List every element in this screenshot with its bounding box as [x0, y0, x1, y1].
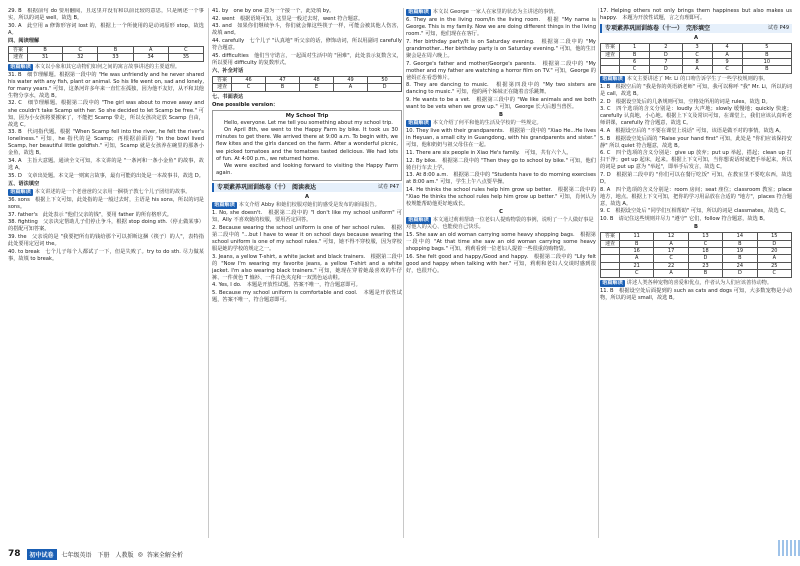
essay-paragraph: We were excited and looking forward to visiting the Happy Farm again.	[216, 163, 398, 177]
answer-item: 15. She saw an old woman carrying some heavy shopping bags. 根据第一段中的 "At that time she saw an old woman carrying some heavy shopping bags." 可知，莉莉看到一位老妇人提着一些很重的购物袋。	[406, 232, 596, 253]
answer-cell: C	[63, 46, 98, 53]
note-badge: 语篇解读	[408, 9, 429, 15]
answer-item: 13. At 8:00 a.m. 根据第二段中的 "Students have to do morning exercises at 8:00 am." 可知，学生上午八点要早操。	[406, 172, 596, 186]
answer-item: 16. She felt good and happy./Good and happy. 根据第二段中的 "Lily felt good and happy when talking with her." 可知，莉莉和老妇人交谈时感到很好，也很开心。	[406, 253, 596, 274]
answer-cell: 9	[712, 59, 742, 66]
answer-cell: A	[133, 46, 168, 53]
section-heading: 七、书面表达	[212, 93, 244, 100]
answer-cell: C	[688, 240, 722, 247]
answer-cell: 25	[757, 262, 791, 269]
answer-cell: B	[28, 46, 63, 53]
answer-cell: 22	[654, 262, 688, 269]
answer-cell: B	[723, 255, 757, 262]
answer-item: 2. D 根据设空处后的几条规则可知，空格处所用的词是 rules，故选 D。	[600, 98, 771, 105]
answer-item: 43. and 如果你们继续争斗，你们就会像这些筷子一样，可能会被其他人伤害，故填 and。	[212, 23, 402, 37]
answer-item: 38. fighting 父亲决定帮助儿子们停止争斗，根据 stop doing sth.（停止做某事）的搭配可知答案。	[8, 219, 204, 233]
answer-cell: 31	[28, 54, 63, 61]
passage-note	[406, 217, 596, 231]
answer-cell: D	[757, 240, 791, 247]
book-info: 七年级英语 下册 人教版	[61, 551, 134, 559]
answer-cell: A	[334, 84, 368, 91]
answer-cell: 33	[98, 54, 133, 61]
essay-title: My School Trip	[285, 112, 329, 119]
answer-cell: 24	[723, 262, 757, 269]
answer-cell: A	[682, 66, 712, 73]
series-logo: 初中试卷	[27, 549, 57, 560]
passage-note	[600, 280, 792, 287]
answer-item: 5. B 根据设空处后面的 "Raise your hand first" 可知，此处是 "你们应该保持安静" 所以 quiet 符合题意，故选 B。	[600, 135, 792, 149]
answer-cell: 16	[620, 247, 654, 254]
answer-cell: 49	[334, 76, 368, 83]
answer-cell: 答案	[601, 233, 620, 240]
answer-item: 17. Helping others not only brings them happiness but also makes us happy. 本题为开放性试题，言之有理即可。	[600, 8, 792, 22]
answer-cell: A	[654, 240, 688, 247]
note-text: 本文以小象和其它动物们如何之间的寓言故事讲述的主要道理。	[34, 63, 181, 70]
note-badge: 语篇解读	[10, 188, 31, 195]
answer-cell: B	[620, 51, 650, 58]
answer-cell: 14	[723, 233, 757, 240]
answer-item: 31. B 细节理解题。根据第一段中的 "He was unfriendly and he never shared his water with any fish, plant or animal. So his life went on, sad and lonely, for many years." 可知，这条河许多年来一直忙在孤独，因为他不友好，从不和其他生物分享水，故选 B。	[8, 71, 204, 99]
answer-cell: 50	[368, 76, 402, 83]
answer-cell: D	[650, 66, 682, 73]
answer-cell: C	[620, 270, 654, 277]
answer-cell: 3	[682, 44, 712, 51]
answer-item: 32. C 细节理解题。根据第二段中的 "The girl was about to move away and she couldn't take Scamp with her. So she decided to let Scamp be free." 可知，因为小女孩将要搬家了，不能把 Scamp 带走，所以女孩决定放 Scamp 自由，故选 C。	[8, 100, 204, 128]
answer-item: 14. He thinks the school rules help him grow up better. 根据第二段中的 "Xiao He thinks the school rules help him grow up better." 可知，肖何认为校规能帮助他更好地成长。	[406, 186, 596, 207]
answer-cell: 32	[63, 54, 98, 61]
answer-cell: 速查	[601, 240, 620, 247]
passage-note	[8, 64, 204, 71]
answer-cell	[601, 255, 620, 262]
answer-cell: B	[98, 46, 133, 53]
note-text: 本文以 George 一家人在家里的状态为主讲述的事情。	[432, 9, 559, 15]
column-1	[8, 8, 204, 538]
answer-item: 10. B 请记住这些规则并尽力 "遵守" 它们，follow 符合题意，故选 B。	[600, 216, 769, 223]
answer-cell: 2	[650, 44, 682, 51]
answer-cell: E	[300, 84, 334, 91]
answer-cell: B	[266, 84, 300, 91]
answer-cell: 47	[266, 76, 300, 83]
answer-cell: A	[712, 51, 742, 58]
answer-cell: 20	[757, 247, 791, 254]
answer-cell: 34	[133, 54, 168, 61]
answer-cell: 15	[757, 233, 791, 240]
answer-cell: C	[654, 255, 688, 262]
note-text: 讲述人类各种宠物的喜爱和优点，作者认为人们应该善待动物。	[626, 279, 773, 286]
answer-cell: 10	[742, 59, 791, 66]
answer-cell: D	[723, 270, 757, 277]
note-badge: 语篇解读	[408, 120, 429, 127]
passage-note	[8, 189, 204, 196]
essay-paragraph: On April 8th, we went to the Happy Farm by bike. It took us 30 minutes to get there. We arrived there at 9:00 a.m. To begin with, we flew kites and the girls danced on the farm. After a wonderful picnic, we picked tomatoes and the tomatoes tasted delicious. We had lots of fun. At 4:00 p.m., we returned home.	[216, 127, 398, 162]
answer-cell	[601, 59, 620, 66]
answer-item: 44. carefully 七个儿子 "认真地" 听父亲的话，修饰动词，所以用副词 carefully 符合题意。	[212, 37, 402, 52]
answer-cell: 8	[682, 59, 712, 66]
answer-cell: D	[368, 84, 402, 91]
answer-item: 12. By bike. 根据第二段中的 "Then they go to school by bike." 可知，他们骑自行车去上学。	[406, 157, 596, 171]
section-heading: 六、补全对话	[212, 67, 244, 74]
answer-table	[600, 232, 792, 277]
passage-label: A	[304, 193, 309, 200]
section-ref: 试卷 P47	[378, 183, 399, 190]
answer-cell: C	[620, 66, 650, 73]
answer-table	[8, 46, 204, 62]
answer-cell: 48	[300, 76, 334, 83]
answer-item: 8. A 四个选项的含义分别是：room 房间；seat 座位；classroom 教室；place 地方，地点。根据上下文可知，把你的学习用品放在合适的 "地方"，places 符合题意，故选 A。	[600, 186, 792, 207]
answer-cell: C	[757, 270, 791, 277]
section-heading: 五、语法填空	[8, 180, 40, 187]
answer-cell: A	[654, 270, 688, 277]
section-heading: One possible version：	[212, 101, 279, 108]
section-title: 专项素养巩固训练卷（十一） 完形填空	[605, 25, 711, 33]
answer-cell: C	[682, 51, 712, 58]
answer-item: 8. They are dancing to music. 根据第四段中的 "My two sisters are dancing to music." 可知，他的两个姊妹正在随着音乐跳舞。	[406, 82, 596, 96]
answer-cell: B	[723, 240, 757, 247]
answer-item: 2. Because wearing the school uniform is one of her school rules. 根据第二段中的 "...but I have to wear it on school days because wearing the school uniform is one of my school rules." 可知，她不得不穿校服，因为穿校服是她的学校的规定之一。	[212, 224, 402, 252]
answer-item: 42. went 根据语境可知，这里是一般过去时，went 符合题意。	[212, 15, 364, 22]
answer-item: 4. A 根据设空后的 "不要在课堂上说话" 可知，该语是做不对的事情，故选 A。	[600, 127, 785, 134]
answer-item: 40. to break 七个儿子每个人都试了一下，但是失败了。try to do sth. 尽力做某事，故填 to break。	[8, 248, 204, 262]
answer-cell: C	[168, 46, 203, 53]
answer-cell: 答案	[213, 76, 232, 83]
passage-label: B	[499, 112, 503, 119]
answer-item: 6. They are in the living room/In the living room. 根据 "My name is George. This is my family. Now we are doing different things in the living room." 可知，他们现在在客厅。	[406, 17, 596, 38]
answer-cell: 18	[688, 247, 722, 254]
answer-cell: 23	[688, 262, 722, 269]
note-badge: 语篇解读	[602, 279, 623, 286]
answer-item: 33. B 代词指代题。根据 "When Scamp fell into the river, he felt the river's loneliness." 可知，he 指代的是 Scamp；再根据前面的 "In the bowl lived Scamp, her beautiful little goldfish." 可知，Scamp 就是女孩养在碗里的那条小金鱼，故选 B。	[8, 129, 204, 157]
section-title-bar	[600, 24, 792, 33]
answer-cell: A	[757, 255, 791, 262]
column-2	[212, 8, 402, 538]
answer-item: 9. C 根据设空处后 "同学们互相帮助" 可知，所以的词是 classmates，故选 C。	[600, 208, 790, 215]
passage-label: C	[499, 209, 503, 216]
answer-cell: 5	[742, 44, 791, 51]
answer-cell: 11	[620, 233, 654, 240]
answer-cell: B	[742, 51, 791, 58]
sample-essay	[212, 110, 402, 181]
answer-cell: D	[688, 255, 722, 262]
answer-cell: 12	[654, 233, 688, 240]
section-heading: 四、阅读理解	[8, 37, 40, 44]
note-text: 本文通过莉莉帮助一位老妇人提购物袋的事例，说明了一个人做好事是对他人的关心、也能使自己快乐。	[406, 217, 594, 231]
note-badge: 语篇解读	[408, 217, 429, 224]
answer-cell: 答案	[9, 46, 28, 53]
answer-cell: 17	[654, 247, 688, 254]
note-badge: 语篇解读	[10, 63, 31, 70]
answer-item: 41. by one by one 意为一个接一个，此处填 by。	[212, 8, 335, 14]
answer-item: 36. sons 根据上下文可知，此处指的是一般过去时，主语是 his sons，所以的词是 sons。	[8, 196, 204, 210]
answer-item: 6. C 四个选项的含义分别是：give up 放弃；put up 举起，搭起；clean up 打扫干净；get up 起床，起来。根据上下文可知，当你想说话时就把手举起来，所以的词是 put up 意为 "举起"，即举手后发言，故选 C。	[600, 150, 792, 171]
passage-note	[212, 202, 402, 209]
answer-cell: A	[620, 255, 654, 262]
answer-item: 9. He wants to be a vet. 根据第三段中的 "We like animals and we both want to be vets when we grow up." 可知，George 长大后想当兽医。	[406, 96, 596, 110]
passage-note	[406, 120, 596, 127]
answer-cell: 13	[688, 233, 722, 240]
answer-cell	[601, 270, 620, 277]
section-ref: 试卷 P49	[768, 25, 789, 32]
answer-cell: C	[232, 84, 266, 91]
column-4	[600, 8, 792, 538]
answer-item: 4. Yes, I do. 本题是开放性试题，答案不唯一，符合题意即可。	[212, 282, 361, 289]
note-badge: 语篇解读	[214, 202, 235, 208]
answer-cell: B	[688, 270, 722, 277]
answer-cell: B	[742, 66, 791, 73]
answer-item: 30. A 此空用 a 修饰形容词 lost 的，根据上一个所使用的是动词原形 stop，故选 A。	[8, 22, 204, 36]
answer-cell: C	[712, 66, 742, 73]
answer-cell: 速查	[213, 84, 232, 91]
answer-item: 29. B 根据前句 do 要用翻阅，且这里并没有和以前比较的意思，只是阐述一个事实，所以的词是 well，故选 B。	[8, 8, 204, 22]
answer-item: 11. There are six people in Xiao He's family. 可知，共有六个人。	[406, 149, 572, 156]
passage-note	[600, 76, 792, 83]
answer-cell	[601, 262, 620, 269]
passage-note	[406, 9, 596, 16]
answer-cell: B	[620, 240, 654, 247]
answer-item: 3. C 四个选项的含义分别是：loudly 大声地；slowly 缓慢地；quickly 快速；carefully 认真地，小心地。根据上下文及常识可知，在课堂上，我们应该认真听老师讲课，carefully 符合题意，故选 C。	[600, 106, 792, 127]
answer-cell: 答案	[601, 44, 620, 51]
answer-item: 35. D 文章出处题。本文是一则寓言故事，最有可能的出处是一本故事书，故选 D。	[8, 172, 204, 179]
answer-table	[600, 43, 792, 74]
note-badge: 语篇解读	[602, 75, 623, 82]
answer-cell: 7	[650, 59, 682, 66]
note-text: 本文介绍了何平和他的生活及学校的一些规定。	[432, 120, 542, 127]
answer-cell: 6	[620, 59, 650, 66]
answer-item: 39. the 父亲说的是 "我要把所有的钱给那个可以折断这捆（筷子）的人"，表特指此处要用定冠词 the。	[8, 233, 204, 247]
answer-cell	[601, 247, 620, 254]
answer-item: 37. father's 此处表示 "他们父亲的钱"，要用 father 的所有格形式。	[8, 211, 172, 218]
essay-paragraph: Hello, everyone. Let me tell you something about my school trip.	[224, 119, 393, 126]
answer-cell: 21	[620, 262, 654, 269]
answer-cell: 速查	[9, 54, 28, 61]
answer-cell: 46	[232, 76, 266, 83]
answer-item: 5. Because my school uniform is comfortable and cool. 本题是开放性试题，答案不唯一，符合题意即可。	[212, 289, 402, 303]
answer-cell: 4	[712, 44, 742, 51]
answer-cell	[601, 66, 620, 73]
section-title-bar	[212, 183, 402, 192]
passage-label: A	[693, 35, 698, 42]
note-text: 本文主要讲述了 Mr. Li 的口吻告诉学生了一些学校规则的事。	[626, 75, 769, 82]
answer-item: 11. B 根据设空处后面提到的 such as cats and dogs 可知，大多数宠物是小动物，所以的词是 small，故选 B。	[600, 287, 792, 301]
page-footer: 78 初中试卷 七年级英语 下册 人教版 ◎ 答案全解全析	[8, 549, 183, 559]
passage-label: B	[694, 224, 698, 231]
answer-cell: D	[650, 51, 682, 58]
answer-item: 1. No, she doesn't. 根据第二段中的 "I don't like my school uniform" 可知，Ally 不喜欢她的校服，要用否定回答。	[212, 210, 402, 224]
answer-cell: 35	[168, 54, 203, 61]
column-3	[406, 8, 596, 538]
page-edge-marker	[778, 540, 800, 556]
note-text: 本文介绍 Abby 和她们校服对她们的感受是发布的新闻报告。	[238, 202, 380, 208]
answer-table	[212, 76, 402, 92]
section-title: 专项素养巩固训练卷（十） 阅读表达	[217, 183, 317, 191]
answer-cell: 1	[620, 44, 650, 51]
answer-item: 7. George's father and mother/George's parents. 根据第二段中的 "My mother and my father are watching a horror film on TV." 可知，George 的爸妈正在看恐怖片。	[406, 60, 596, 81]
page-number: 78	[8, 549, 21, 559]
answer-cell: 速查	[601, 51, 620, 58]
answer-item: 34. A 主旨大意题。通读全文可知，本文讲的是 "一条河和一条小金鱼" 的故事，故选 A。	[8, 158, 204, 172]
answer-item: 1. B 根据空后的 "我是你的英语新老师" 可知，我可以称呼 "我" Mr. Li，所以的词是 call，故选 B。	[600, 83, 792, 97]
answer-item: 3. Jeans, a yellow T-shirt, a white jacket and black trainers. 根据第二段中的 "Now I'm wearing my favorite jeans, a yellow T-shirt and a white jacket. I'm also wearing black trainers." 可知，她现在穿着她最喜欢的牛仔裤、一件黄色 T 恤衫、一件白色夹克和一双黑色运动鞋。	[212, 253, 402, 281]
answer-item: 7. D 根据第二段中的 "你们可以在餐厅吃饭" 可知，在教室里不要吃东西，故选 D。	[600, 171, 792, 186]
answer-item: 45. difficulties 他们当守诺言，一起面对生活中的 "困难"，此处表示复数含义，所以要用 difficulty 的复数形式。	[212, 52, 402, 66]
answer-cell: 19	[723, 247, 757, 254]
answer-item: 7. Her birthday party/It is on Saturday evening. 根据第二段中的 "My grandmother...Her birthday party is on Saturday evening." 可知，他的生日聚会是在周六晚上。	[406, 38, 596, 59]
note-text: 本文讲述的是一个老爸爸的父亲用一捆筷子教七个儿子团结的故事。	[34, 188, 191, 195]
answer-label: 答案全解全析	[146, 551, 183, 559]
answer-item: 10. They live with their grandparents. 根据第一段中的 "Xiao He...He lives in Heyuan, a small city in Guangdong, with his grandparents and sister." 可知，他和奶奶与祖父母住在一起。	[406, 128, 596, 149]
